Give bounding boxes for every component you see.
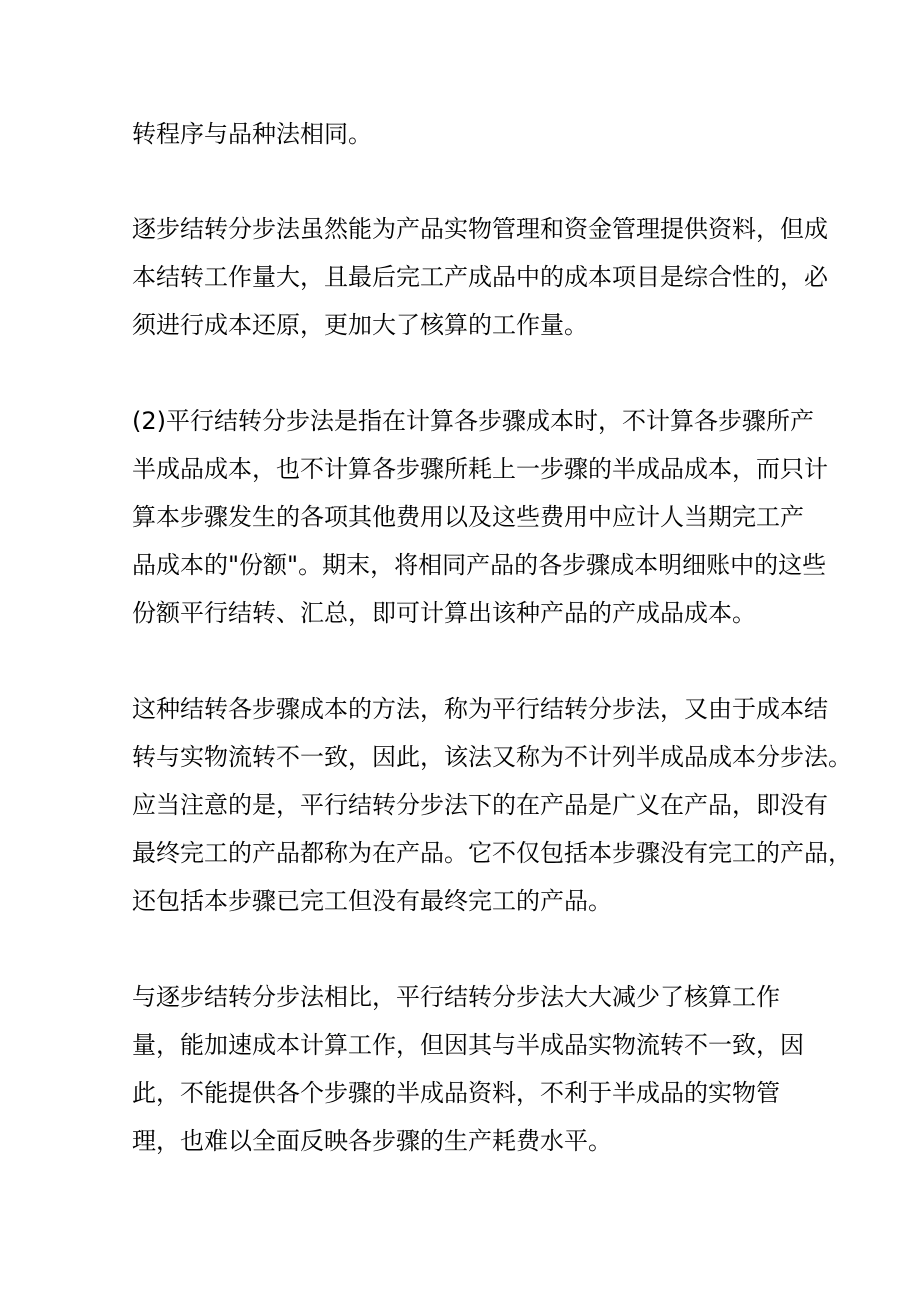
text-line: 转程序与品种法相同。: [132, 120, 372, 148]
text-line: 本结转工作量大，且最后完工产成品中的成本项目是综合性的，必: [132, 263, 828, 291]
text-line: 量，能加速成本计算工作，但因其与半成品实物流转不一致，因: [132, 1031, 804, 1059]
text-line: 最终完工的产品都称为在产品。它不仅包括本步骤没有完工的产品，: [132, 839, 852, 867]
text-line: 还包括本步骤已完工但没有最终完工的产品。: [132, 887, 612, 915]
text-line: 这种结转各步骤成本的方法，称为平行结转分步法，又由于成本结: [132, 695, 828, 723]
text-line: 品成本的"份额"。期末，将相同产品的各步骤成本明细账中的这些: [132, 551, 827, 579]
paragraph-5: [132, 985, 832, 1153]
text-line: 份额平行结转、汇总，即可计算出该种产品的产成品成本。: [132, 599, 756, 627]
paragraph-3: [132, 409, 832, 625]
text-line: (2)平行结转分步法是指在计算各步骤成本时，不计算各步骤所产: [132, 407, 814, 435]
paragraph-1: [132, 122, 832, 146]
text-line: 须进行成本还原，更加大了核算的工作量。: [132, 311, 588, 339]
paragraph-4: [132, 695, 852, 915]
text-line: 应当注意的是，平行结转分步法下的在产品是广义在产品，即没有: [132, 791, 828, 819]
text-line: 半成品成本，也不计算各步骤所耗上一步骤的半成品成本，而只计: [132, 455, 828, 483]
text-line: 算本步骤发生的各项其他费用以及这些费用中应计人当期完工产: [132, 503, 804, 531]
text-line: 此，不能提供各个步骤的半成品资料，不利于半成品的实物管: [132, 1079, 780, 1107]
text-line: 转与实物流转不一致，因此，该法又称为不计列半成品成本分步法。: [132, 743, 852, 771]
text-line: 与逐步结转分步法相比，平行结转分步法大大减少了核算工作: [132, 983, 780, 1011]
text-line: 理，也难以全面反映各步骤的生产耗费水平。: [132, 1127, 612, 1155]
text-line: 逐步结转分步法虽然能为产品实物管理和资金管理提供资料，但成: [132, 215, 828, 243]
paragraph-2: [132, 217, 832, 337]
